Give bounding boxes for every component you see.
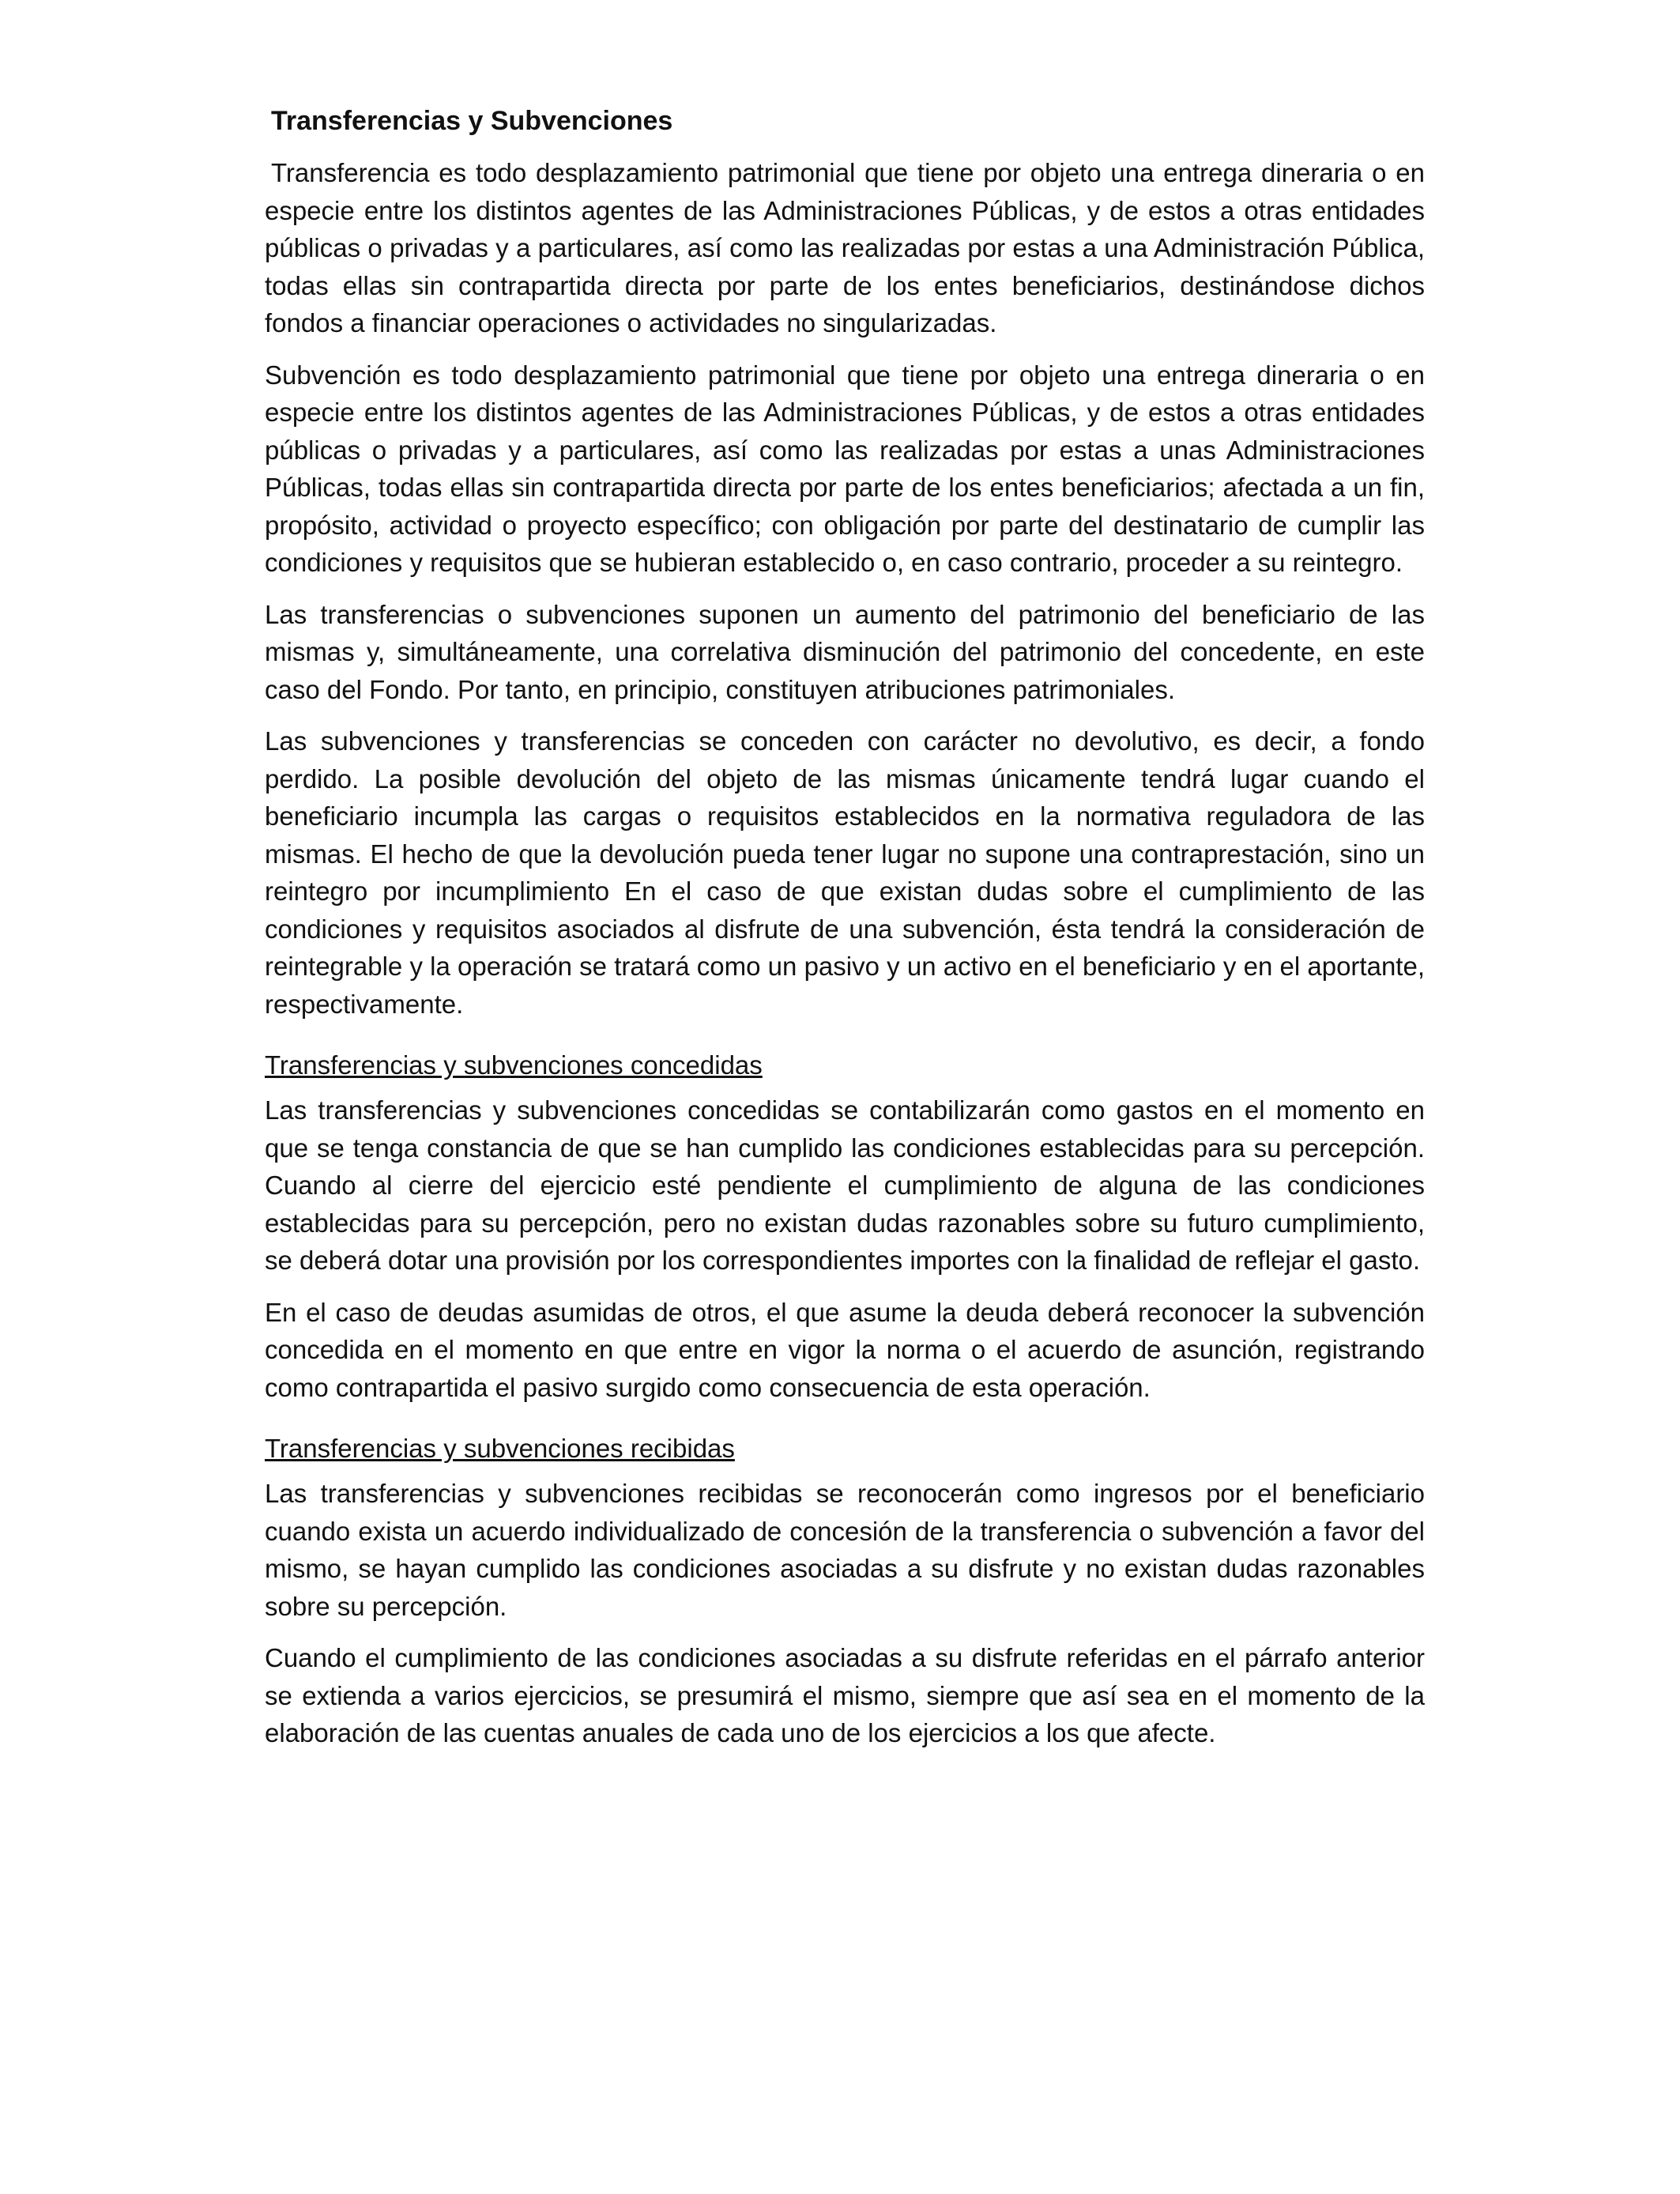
paragraph-subvencion-definition: Subvención es todo desplazamiento patrimonial que tiene por objeto una entrega dineraria o en especie entre los distintos agentes de las Administraciones Públicas, y de estos a otras entidades públicas o privadas y a particulares, así como las realizadas por estas a unas Administraciones Públicas, todas ellas sin contrapartida directa por parte de los entes beneficiarios; afectada a un fin, propósito, actividad o proyecto específico; con obligación por parte del destinatario de cumplir las condiciones y requisitos que se hubieran establecido o, en caso contrario, proceder a su reintegro. xyxy=(265,360,1425,577)
paragraph-concedidas-deudas: En el caso de deudas asumidas de otros, el que asume la deuda deberá reconocer la subvención concedida en el momento en que entre en vigor la norma o el acuerdo de asunción, registrando como contrapartida el pasivo surgido como consecuencia de esta operación. xyxy=(265,1297,1425,1402)
paragraph-concedidas-gastos: Las transferencias y subvenciones concedidas se contabilizarán como gastos en el momento en que se tenga constancia de que se han cumplido las condiciones establecidas para su percepción. Cuando al cierre del ejercicio esté pendiente el cumplimiento de alguna de las condiciones establecidas para su percepción, pero no existan dudas razonables sobre su futuro cumplimiento, se deberá dotar una provisión por los correspondientes importes con la finalidad de reflejar el gasto. xyxy=(265,1095,1425,1275)
paragraph-patrimonio: Las transferencias o subvenciones suponen un aumento del patrimonio del beneficiario de las mismas y, simultáneamente, una correlativa disminución del patrimonio del concedente, en este caso del Fondo. Por tanto, en principio, constituyen atribuciones patrimoniales. xyxy=(265,599,1425,704)
document-page xyxy=(265,103,1425,1766)
section-heading-recibidas: Transferencias y subvenciones recibidas xyxy=(265,1434,735,1463)
page-title: Transferencias y Subvenciones xyxy=(271,106,673,136)
paragraph-recibidas-ingresos: Las transferencias y subvenciones recibidas se reconocerán como ingresos por el beneficiario cuando exista un acuerdo individualizado de concesión de la transferencia o subvención a favor del mismo, se hayan cumplido las condiciones asociadas a su disfrute y no existan dudas razonables sobre su percepción. xyxy=(265,1479,1425,1621)
paragraph-transferencia-definition: Transferencia es todo desplazamiento patrimonial que tiene por objeto una entrega dineraria o en especie entre los distintos agentes de las Administraciones Públicas, y de estos a otras entidades públicas o privadas y a particulares, así como las realizadas por estas a una Administración Pública, todas ellas sin contrapartida directa por parte de los entes beneficiarios, destinándose dichos fondos a financiar operaciones o actividades no singularizadas. xyxy=(265,158,1425,337)
section-heading-concedidas: Transferencias y subvenciones concedidas xyxy=(265,1050,763,1080)
paragraph-recibidas-ejercicios: Cuando el cumplimiento de las condiciones asociadas a su disfrute referidas en el párrafo anterior se extienda a varios ejercicios, se presumirá el mismo, siempre que así sea en el momento de la elaboración de las cuentas anuales de cada uno de los ejercicios a los que afecte. xyxy=(265,1643,1425,1747)
paragraph-no-devolutivo: Las subvenciones y transferencias se conceden con carácter no devolutivo, es decir, a fondo perdido. La posible devolución del objeto de las mismas únicamente tendrá lugar cuando el beneficiario incumpla las cargas o requisitos establecidos en la normativa reguladora de las mismas. El hecho de que la devolución pueda tener lugar no supone una contraprestación, sino un reintegro por incumplimiento En el caso de que existan dudas sobre el cumplimiento de las condiciones y requisitos asociados al disfrute de una subvención, ésta tendrá la consideración de reintegrable y la operación se tratará como un pasivo y un activo en el beneficiario y en el aportante, respectivamente. xyxy=(265,726,1425,1019)
